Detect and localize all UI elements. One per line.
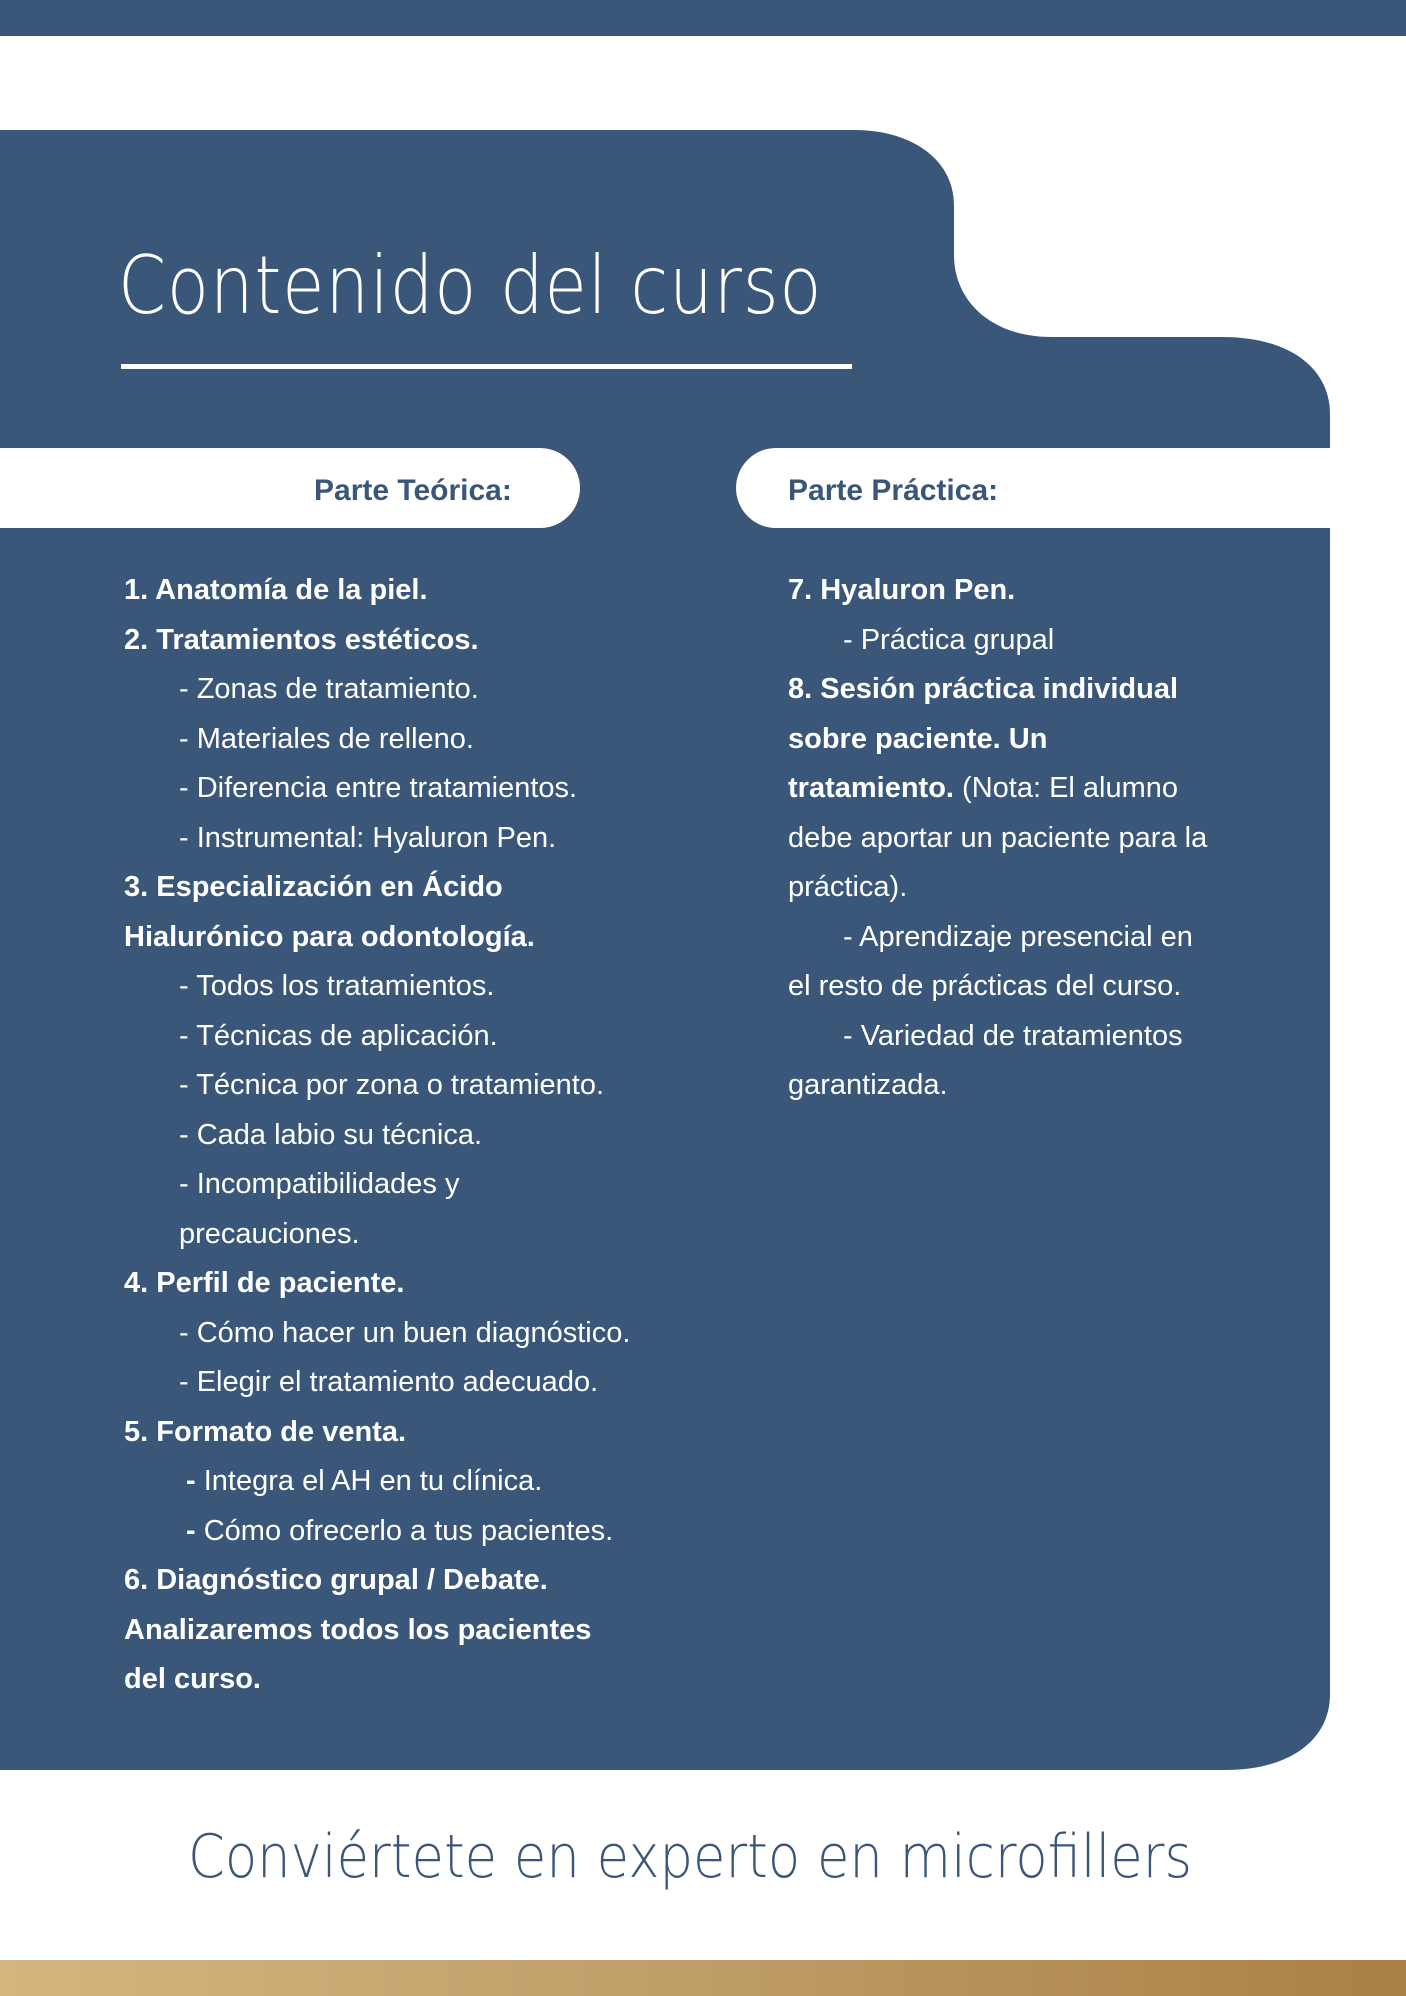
list-item: Hialurónico para odontología.	[124, 920, 535, 953]
list-item: - Cómo hacer un buen diagnóstico.	[179, 1316, 631, 1349]
list-item: práctica).	[788, 871, 908, 903]
list-item: - Aprendizaje presencial en	[843, 920, 1193, 953]
list-item: 7. Hyaluron Pen.	[788, 574, 1016, 606]
list-item: 5. Formato de venta.	[124, 1415, 407, 1448]
list-item: - Materiales de relleno.	[179, 722, 474, 755]
list-item: debe aportar un paciente para la	[788, 821, 1208, 854]
list-item-bold-text: tratamiento.	[788, 772, 954, 804]
list-item	[788, 764, 1268, 814]
theory-tab-label: Parte Teórica:	[314, 474, 512, 507]
list-item: 3. Especialización en Ácido	[124, 871, 503, 903]
list-item: garantizada.	[788, 1069, 948, 1101]
list-item: - Zonas de tratamiento.	[179, 673, 479, 705]
page-title: Contenido del curso	[118, 239, 823, 332]
list-item-text: Cómo ofrecerlo a tus pacientes.	[195, 1514, 614, 1547]
list-item: 6. Diagnóstico grupal / Debate.	[124, 1564, 548, 1596]
list-item: sobre paciente. Un	[788, 722, 1048, 755]
practice-tab-label: Parte Práctica:	[788, 474, 999, 507]
list-item: - Diferencia entre tratamientos.	[179, 772, 578, 804]
list-item: el resto de prácticas del curso.	[788, 970, 1182, 1002]
list-item-text: (Nota: El alumno	[953, 772, 1179, 804]
list-item: - Técnica por zona o tratamiento.	[179, 1069, 605, 1101]
list-item: - Práctica grupal	[843, 623, 1055, 656]
list-item: 8. Sesión práctica individual	[788, 673, 1179, 705]
bullet-dash: -	[186, 1465, 196, 1497]
list-item: 2. Tratamientos estéticos.	[124, 623, 479, 656]
list-item: - Incompatibilidades y	[179, 1168, 460, 1200]
footer-tagline: Conviértete en experto en microfillers	[188, 1822, 1192, 1892]
list-item: 4. Perfil de paciente.	[124, 1267, 405, 1299]
list-item: - Variedad de tratamientos	[843, 1019, 1183, 1052]
list-item: - Técnicas de aplicación.	[179, 1019, 498, 1052]
list-item	[124, 1507, 704, 1557]
list-item: Analizaremos todos los pacientes	[124, 1613, 592, 1646]
theory-list	[124, 566, 704, 1705]
list-item: precauciones.	[179, 1217, 360, 1250]
title-underline	[121, 364, 852, 369]
list-item: del curso.	[124, 1663, 261, 1695]
list-item: - Elegir el tratamiento adecuado.	[179, 1366, 599, 1398]
list-item	[124, 1457, 704, 1507]
gold-bar	[0, 1960, 1406, 1996]
bullet-dash: -	[186, 1514, 196, 1547]
practice-list	[788, 566, 1268, 1111]
list-item: - Cada labio su técnica.	[179, 1118, 483, 1151]
list-item: - Todos los tratamientos.	[179, 970, 495, 1002]
list-item: - Instrumental: Hyaluron Pen.	[179, 821, 557, 854]
list-item: 1. Anatomía de la piel.	[124, 574, 428, 606]
list-item-text: Integra el AH en tu clínica.	[195, 1465, 543, 1497]
